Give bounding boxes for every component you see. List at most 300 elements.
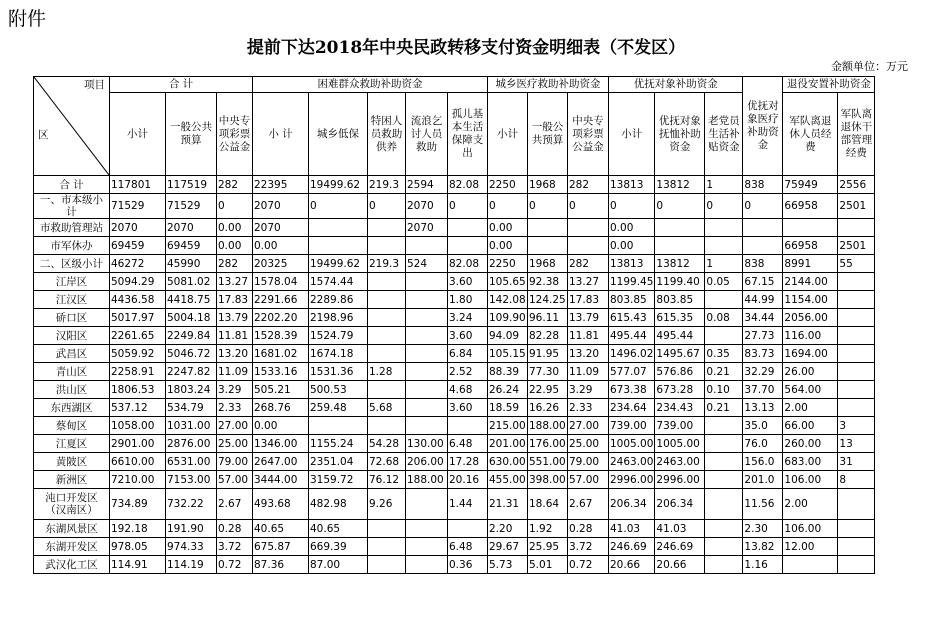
table-cell: 5.01 (528, 556, 568, 574)
table-cell: 219.3 (368, 255, 406, 273)
table-cell: 2351.04 (309, 453, 368, 471)
table-cell: 6.48 (448, 538, 488, 556)
table-cell: 5094.29 (110, 273, 166, 291)
table-cell (368, 556, 406, 574)
table-cell: 2463.00 (655, 453, 705, 471)
table-cell: 260.00 (783, 435, 838, 453)
table-cell (406, 309, 448, 327)
table-cell: 2289.86 (309, 291, 368, 309)
table-cell: 0.28 (217, 520, 253, 538)
table-cell: 669.39 (309, 538, 368, 556)
group-total: 合 计 (110, 77, 253, 93)
table-cell: 37.70 (743, 381, 783, 399)
table-row (34, 453, 875, 471)
table-cell: 5.68 (368, 399, 406, 417)
group-medical-aid: 城乡医疗救助补助资金 (488, 77, 609, 93)
table-cell: 20.66 (655, 556, 705, 574)
group-retirement: 退役安置补助资金 (783, 77, 875, 93)
table-cell: 11.09 (568, 363, 609, 381)
table-cell (705, 219, 743, 237)
table-cell (406, 489, 448, 520)
row-label: 沌口开发区（汉南区） (34, 489, 110, 520)
header-area: 区 (38, 129, 49, 141)
table-cell: 13.20 (217, 345, 253, 363)
table-cell: 1.92 (528, 520, 568, 538)
table-cell: 27.00 (568, 417, 609, 435)
table-cell: 0.36 (448, 556, 488, 574)
table-cell: 11.09 (217, 363, 253, 381)
table-cell: 2070 (166, 219, 217, 237)
table-cell: 0.72 (217, 556, 253, 574)
table-cell: 1199.40 (655, 273, 705, 291)
table-cell (838, 291, 875, 309)
table-row (34, 237, 875, 255)
table-cell (705, 538, 743, 556)
table-cell (406, 520, 448, 538)
table-cell: 88.39 (488, 363, 528, 381)
table-cell (838, 399, 875, 417)
table-cell: 2.20 (488, 520, 528, 538)
table-cell: 6.84 (448, 345, 488, 363)
table-cell: 17.83 (568, 291, 609, 309)
table-cell: 75949 (783, 176, 838, 194)
table-cell: 117519 (166, 176, 217, 194)
table-cell: 2647.00 (253, 453, 309, 471)
table-cell (368, 345, 406, 363)
row-label: 江岸区 (34, 273, 110, 291)
row-label: 市救助管理站 (34, 219, 110, 237)
table-cell (528, 237, 568, 255)
table-cell: 3.24 (448, 309, 488, 327)
table-cell: 76.0 (743, 435, 783, 453)
table-cell: 2.30 (743, 520, 783, 538)
table-cell: 0 (743, 194, 783, 219)
table-cell: 3.72 (217, 538, 253, 556)
table-cell (406, 538, 448, 556)
table-cell: 67.15 (743, 273, 783, 291)
table-cell: 2198.96 (309, 309, 368, 327)
table-cell: 26.00 (783, 363, 838, 381)
table-row (34, 219, 875, 237)
table-cell (368, 417, 406, 435)
table-cell: 2.33 (568, 399, 609, 417)
table-cell: 0.35 (705, 345, 743, 363)
table-cell: 105.15 (488, 345, 528, 363)
table-cell (528, 219, 568, 237)
table-cell: 117801 (110, 176, 166, 194)
row-label: 洪山区 (34, 381, 110, 399)
table-cell: 106.00 (783, 471, 838, 489)
table-cell (838, 219, 875, 237)
table-cell: 0.21 (705, 399, 743, 417)
table-cell: 3.72 (568, 538, 609, 556)
table-cell: 978.05 (110, 538, 166, 556)
table-cell: 66958 (783, 237, 838, 255)
table-cell: 0.00 (253, 237, 309, 255)
table-cell: 17.83 (217, 291, 253, 309)
table-cell: 20325 (253, 255, 309, 273)
table-row (34, 489, 875, 520)
table-cell: 20.16 (448, 471, 488, 489)
table-cell: 739.00 (609, 417, 655, 435)
table-cell: 19499.62 (309, 255, 368, 273)
table-cell: 192.18 (110, 520, 166, 538)
table-cell (568, 237, 609, 255)
table-cell: 71529 (110, 194, 166, 219)
table-cell: 92.38 (528, 273, 568, 291)
table-cell: 3 (838, 417, 875, 435)
row-label: 硚口区 (34, 309, 110, 327)
table-cell: 66958 (783, 194, 838, 219)
table-cell: 20.66 (609, 556, 655, 574)
table-cell: 215.00 (488, 417, 528, 435)
group-hardship-aid: 困难群众救助补助资金 (253, 77, 488, 93)
table-cell (368, 327, 406, 345)
table-cell: 551.00 (528, 453, 568, 471)
row-label: 一、市本级小计 (34, 194, 110, 219)
table-cell: 0 (705, 194, 743, 219)
table-cell: 2249.84 (166, 327, 217, 345)
header-lottery-fund: 中央专项彩票公益金 (568, 93, 609, 176)
table-cell (368, 273, 406, 291)
table-cell: 19499.62 (309, 176, 368, 194)
row-label: 蔡甸区 (34, 417, 110, 435)
unit-label: 金额单位：万元 (831, 60, 908, 73)
group-veteran-subsidy: 优抚对象补助资金 (609, 77, 743, 93)
table-cell: 5046.72 (166, 345, 217, 363)
table-cell: 1 (705, 255, 743, 273)
table-cell: 21.31 (488, 489, 528, 520)
table-cell (309, 237, 368, 255)
table-cell: 13 (838, 435, 875, 453)
header-urban-rural-dibao: 城乡低保 (309, 93, 368, 176)
table-cell: 0.00 (609, 219, 655, 237)
table-cell (368, 381, 406, 399)
table-cell: 71529 (166, 194, 217, 219)
table-cell (406, 381, 448, 399)
table-cell: 683.00 (783, 453, 838, 471)
table-cell: 206.00 (406, 453, 448, 471)
table-cell: 13.27 (568, 273, 609, 291)
row-label: 东西湖区 (34, 399, 110, 417)
table-cell: 2.00 (783, 399, 838, 417)
table-cell: 206.34 (655, 489, 705, 520)
table-cell: 0 (368, 194, 406, 219)
table-cell: 1674.18 (309, 345, 368, 363)
table-cell: 22395 (253, 176, 309, 194)
table-cell (368, 237, 406, 255)
table-cell: 1531.36 (309, 363, 368, 381)
table-cell: 22.95 (528, 381, 568, 399)
header-general-budget: 一般公共预算 (528, 93, 568, 176)
table-cell: 79.00 (217, 453, 253, 471)
funding-table (33, 76, 875, 574)
table-cell: 69459 (110, 237, 166, 255)
header-corner (34, 77, 110, 176)
row-label: 武汉化工区 (34, 556, 110, 574)
table-cell: 91.95 (528, 345, 568, 363)
table-row (34, 417, 875, 435)
table-cell: 1533.16 (253, 363, 309, 381)
table-cell: 1199.45 (609, 273, 655, 291)
table-cell: 6531.00 (166, 453, 217, 471)
table-cell (705, 520, 743, 538)
table-cell: 3.29 (217, 381, 253, 399)
table-cell: 1528.39 (253, 327, 309, 345)
table-cell: 2.67 (217, 489, 253, 520)
table-cell (743, 219, 783, 237)
annex-label: 附件 (8, 8, 47, 30)
table-row (34, 176, 875, 194)
row-label: 新洲区 (34, 471, 110, 489)
table-row (34, 327, 875, 345)
table-cell: 0.00 (488, 237, 528, 255)
table-cell: 57.00 (217, 471, 253, 489)
table-cell: 6.48 (448, 435, 488, 453)
table-cell: 1574.44 (309, 273, 368, 291)
table-cell: 732.22 (166, 489, 217, 520)
header-subtotal: 小计 (488, 93, 528, 176)
table-cell: 1806.53 (110, 381, 166, 399)
table-cell (838, 381, 875, 399)
table-cell: 82.08 (448, 255, 488, 273)
table-cell: 54.28 (368, 435, 406, 453)
table-cell: 9.26 (368, 489, 406, 520)
table-cell (368, 538, 406, 556)
table-cell (705, 471, 743, 489)
row-label: 东湖风景区 (34, 520, 110, 538)
table-cell (406, 417, 448, 435)
table-cell: 1 (705, 176, 743, 194)
table-cell: 79.00 (568, 453, 609, 471)
table-cell (743, 237, 783, 255)
table-cell: 66.00 (783, 417, 838, 435)
table-cell: 206.34 (609, 489, 655, 520)
table-cell (705, 435, 743, 453)
table-cell: 0.21 (705, 363, 743, 381)
table-cell: 482.98 (309, 489, 368, 520)
table-cell: 282 (217, 255, 253, 273)
table-cell (838, 309, 875, 327)
table-cell: 2501 (838, 194, 875, 219)
header-lottery-fund: 中央专项彩票公益金 (217, 93, 253, 176)
table-cell (655, 219, 705, 237)
header-subtotal: 小计 (609, 93, 655, 176)
table-cell: 13.20 (568, 345, 609, 363)
header-vagrant-aid: 流浪乞讨人员救助 (406, 93, 448, 176)
table-cell: 268.76 (253, 399, 309, 417)
header-subtotal: 小计 (110, 93, 166, 176)
table-cell (568, 219, 609, 237)
table-cell: 16.26 (528, 399, 568, 417)
table-row (34, 363, 875, 381)
table-cell: 630.00 (488, 453, 528, 471)
table-cell: 0.00 (217, 237, 253, 255)
table-cell (838, 556, 875, 574)
table-cell: 156.0 (743, 453, 783, 471)
table-cell: 246.69 (609, 538, 655, 556)
page-title: 提前下达2018年中央民政转移支付资金明细表（不发区） (246, 38, 686, 58)
table-cell: 282 (217, 176, 253, 194)
table-cell: 7210.00 (110, 471, 166, 489)
header-general-budget: 一般公共预算 (166, 93, 217, 176)
table-cell: 259.48 (309, 399, 368, 417)
table-cell: 82.08 (448, 176, 488, 194)
table-cell: 0 (528, 194, 568, 219)
header-veteran-medical: 优抚对象医疗补助资金 (743, 77, 783, 176)
table-cell: 18.64 (528, 489, 568, 520)
table-cell: 1346.00 (253, 435, 309, 453)
table-cell: 87.00 (309, 556, 368, 574)
table-cell (406, 363, 448, 381)
table-cell: 114.91 (110, 556, 166, 574)
table-cell (368, 309, 406, 327)
table-cell (838, 363, 875, 381)
table-cell: 0.00 (217, 219, 253, 237)
header-orphan-support: 孤儿基本生活保障支出 (448, 93, 488, 176)
table-cell: 495.44 (609, 327, 655, 345)
table-cell (406, 237, 448, 255)
table-cell: 114.19 (166, 556, 217, 574)
table-cell: 505.21 (253, 381, 309, 399)
table-cell: 45990 (166, 255, 217, 273)
table-cell (783, 556, 838, 574)
row-label: 市军休办 (34, 237, 110, 255)
table-cell: 57.00 (568, 471, 609, 489)
table-cell: 18.59 (488, 399, 528, 417)
table-cell: 0.28 (568, 520, 609, 538)
table-row (34, 255, 875, 273)
table-cell: 17.28 (448, 453, 488, 471)
table-cell: 1578.04 (253, 273, 309, 291)
table-row (34, 471, 875, 489)
header-item: 项目 (84, 79, 105, 91)
table-cell: 1.28 (368, 363, 406, 381)
table-cell: 3.60 (448, 327, 488, 345)
table-cell: 46272 (110, 255, 166, 273)
table-cell (705, 237, 743, 255)
table-cell: 524 (406, 255, 448, 273)
table-cell: 0 (488, 194, 528, 219)
table-cell (705, 453, 743, 471)
table-cell: 234.43 (655, 399, 705, 417)
table-row (34, 291, 875, 309)
table-cell (705, 556, 743, 574)
table-cell: 5017.97 (110, 309, 166, 327)
table-cell: 2996.00 (655, 471, 705, 489)
row-label: 江汉区 (34, 291, 110, 309)
table-cell: 130.00 (406, 435, 448, 453)
table-cell: 3.60 (448, 399, 488, 417)
table-cell: 2250 (488, 255, 528, 273)
table-cell: 2258.91 (110, 363, 166, 381)
table-row (34, 381, 875, 399)
table-cell: 87.36 (253, 556, 309, 574)
table-cell: 1694.00 (783, 345, 838, 363)
table-cell: 26.24 (488, 381, 528, 399)
table-cell: 13.82 (743, 538, 783, 556)
table-cell (838, 345, 875, 363)
table-cell: 2.52 (448, 363, 488, 381)
table-cell: 2070 (110, 219, 166, 237)
table-cell: 0 (217, 194, 253, 219)
table-cell: 77.30 (528, 363, 568, 381)
table-cell: 2501 (838, 237, 875, 255)
row-label: 青山区 (34, 363, 110, 381)
table-cell: 1968 (528, 255, 568, 273)
row-label: 二、区级小计 (34, 255, 110, 273)
table-cell (705, 327, 743, 345)
table-cell: 176.00 (528, 435, 568, 453)
table-cell (368, 219, 406, 237)
table-cell: 40.65 (309, 520, 368, 538)
table-cell: 82.28 (528, 327, 568, 345)
table-cell: 7153.00 (166, 471, 217, 489)
row-label: 江夏区 (34, 435, 110, 453)
table-cell: 201.00 (488, 435, 528, 453)
table-cell: 31 (838, 453, 875, 471)
table-cell: 219.3 (368, 176, 406, 194)
table-cell (406, 345, 448, 363)
table-cell: 13.27 (217, 273, 253, 291)
table-cell (838, 273, 875, 291)
table-cell: 29.67 (488, 538, 528, 556)
header-subtotal: 小 计 (253, 93, 309, 176)
table-cell: 2291.66 (253, 291, 309, 309)
table-cell: 0.08 (705, 309, 743, 327)
table-cell: 25.95 (528, 538, 568, 556)
table-cell: 11.81 (217, 327, 253, 345)
table-cell: 974.33 (166, 538, 217, 556)
table-cell: 2556 (838, 176, 875, 194)
table-cell: 537.12 (110, 399, 166, 417)
table-cell: 2070 (406, 194, 448, 219)
table-cell: 69459 (166, 237, 217, 255)
table-cell: 8991 (783, 255, 838, 273)
table-cell (705, 291, 743, 309)
table-cell: 615.35 (655, 309, 705, 327)
table-cell (448, 237, 488, 255)
table-cell: 455.00 (488, 471, 528, 489)
table-cell: 577.07 (609, 363, 655, 381)
table-cell: 1495.67 (655, 345, 705, 363)
table-cell: 495.44 (655, 327, 705, 345)
table-cell: 2594 (406, 176, 448, 194)
table-row (34, 538, 875, 556)
table-cell: 803.85 (609, 291, 655, 309)
table-cell: 0 (655, 194, 705, 219)
table-row (34, 345, 875, 363)
table-cell: 838 (743, 255, 783, 273)
table-cell: 0 (309, 194, 368, 219)
table-cell: 12.00 (783, 538, 838, 556)
row-label: 武昌区 (34, 345, 110, 363)
table-cell: 564.00 (783, 381, 838, 399)
table-cell: 32.29 (743, 363, 783, 381)
table-cell: 0 (568, 194, 609, 219)
table-cell: 13.79 (568, 309, 609, 327)
table-cell: 201.0 (743, 471, 783, 489)
table-cell: 1968 (528, 176, 568, 194)
table-cell: 25.00 (568, 435, 609, 453)
row-label: 东湖开发区 (34, 538, 110, 556)
table-cell: 282 (568, 255, 609, 273)
table-cell: 1058.00 (110, 417, 166, 435)
table-cell: 1005.00 (609, 435, 655, 453)
table-cell: 0.00 (253, 417, 309, 435)
table-cell (406, 327, 448, 345)
table-cell: 2070 (406, 219, 448, 237)
